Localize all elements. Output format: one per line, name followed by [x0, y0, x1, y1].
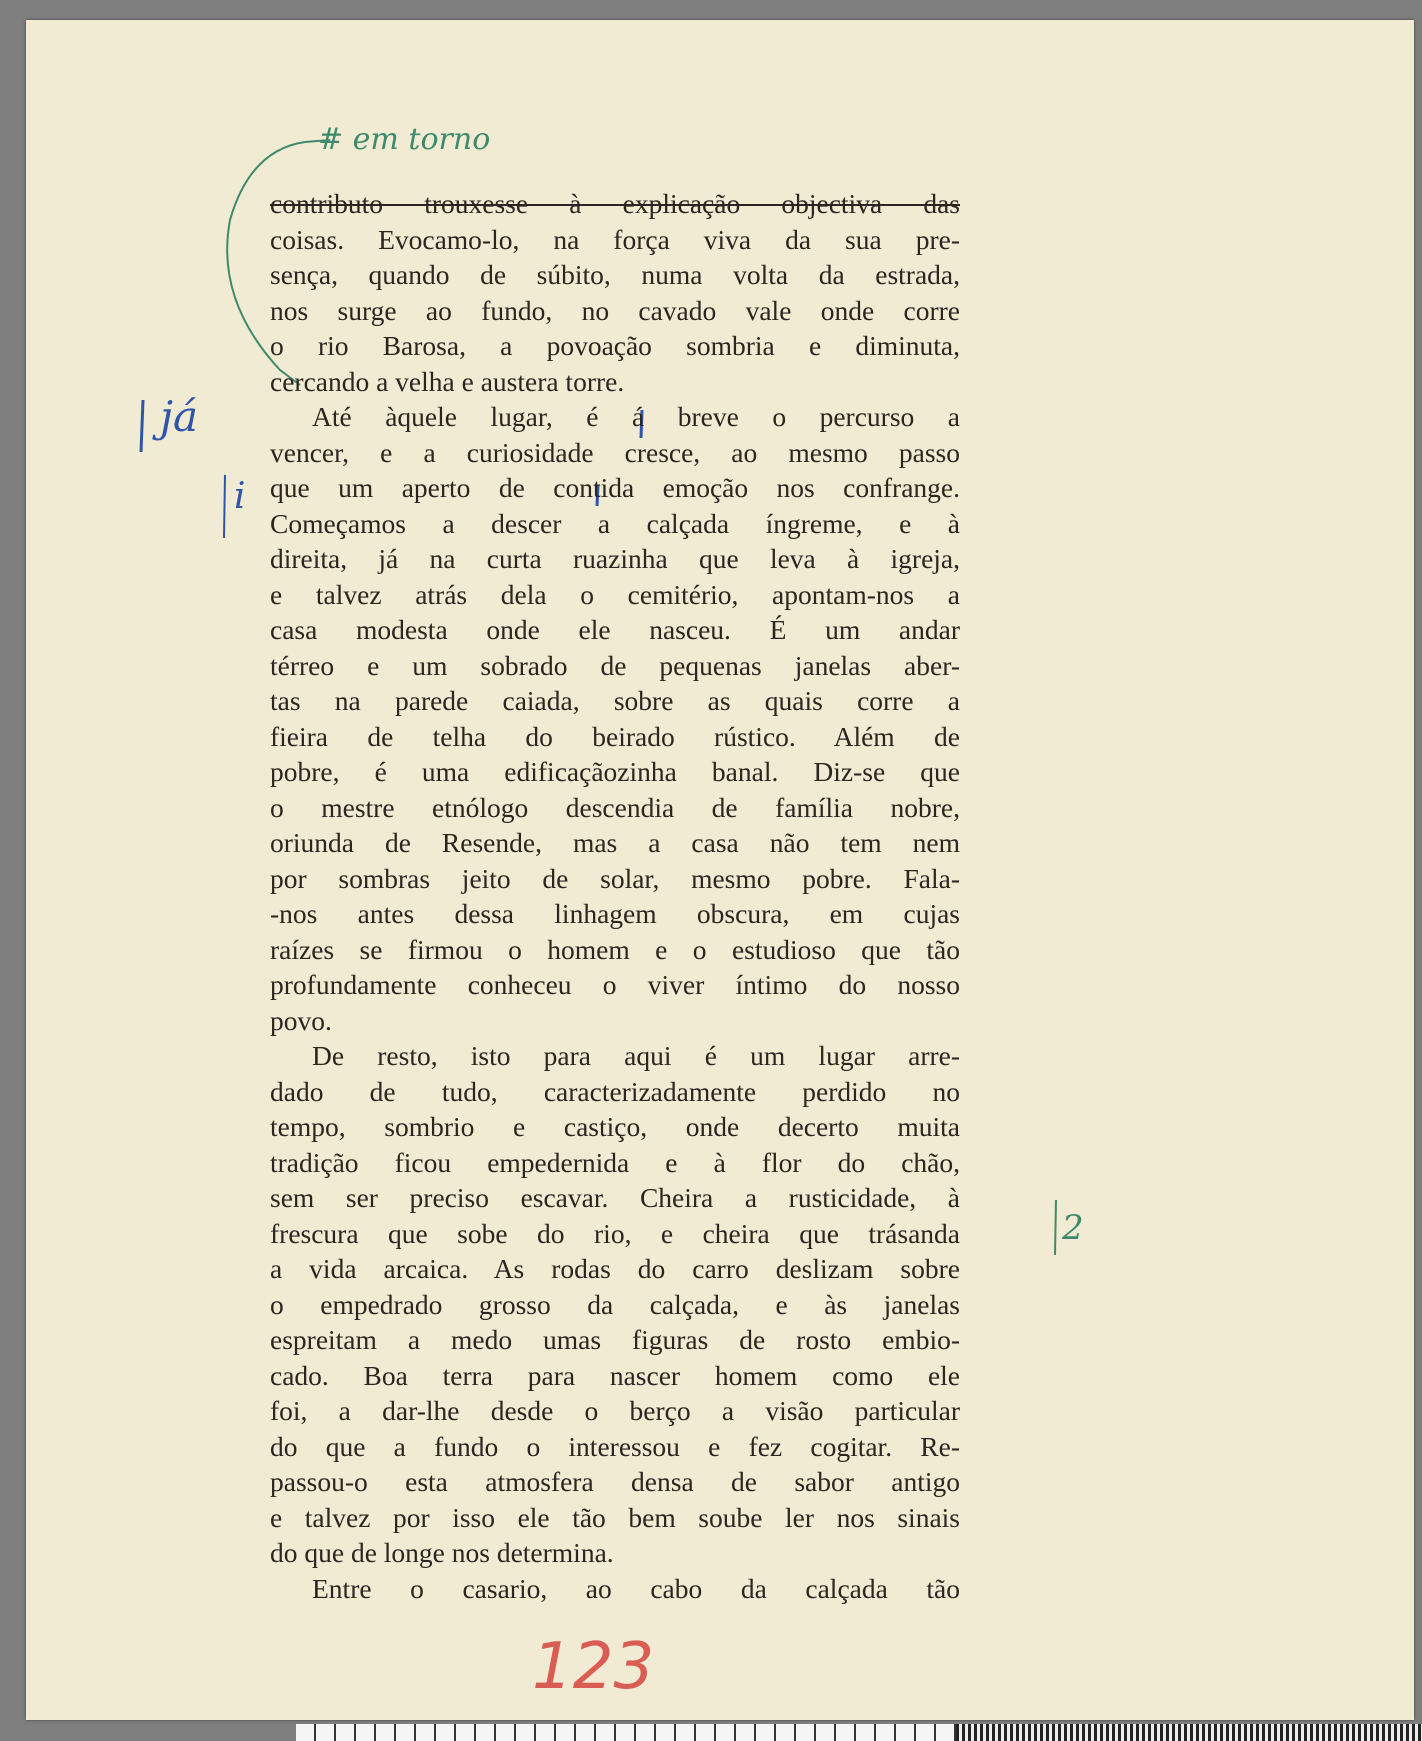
text-line-13: casa modesta onde ele nasceu. É um andar [270, 614, 960, 645]
scale-ruler-light [296, 1724, 956, 1741]
text-line-24: povo. [270, 1004, 332, 1036]
text-line-2: coisas. Evocamo-lo, na força viva da sua pre- [270, 223, 960, 255]
text-line-28: tradição ficou empedernida e à flor do chão, [270, 1146, 960, 1178]
text-line-5: o rio Barosa, a povoação sombria e diminuta, [270, 330, 960, 361]
text-line-12: e talvez atrás dela o cemitério, apontam-nos a [270, 578, 960, 610]
text-line-14: térreo e um sobrado de pequenas janelas aber- [270, 649, 960, 681]
text-line-3: sença, quando de súbito, numa volta da estrada, [270, 259, 960, 290]
typeset-text [270, 186, 960, 1606]
text-line-9: que um aperto de contida emoção nos confrange. [270, 472, 960, 503]
text-line-21: -nos antes dessa linhagem obscura, em cujas [270, 898, 960, 929]
text-line-25: De resto, isto para aqui é um lugar arre- [312, 1040, 960, 1071]
blue-margin-bar-2 [224, 475, 225, 538]
text-line-33: espreitam a medo umas figuras de rosto embio- [270, 1324, 960, 1355]
text-line-17: pobre, é uma edificaçãozinha banal. Diz-se que [270, 756, 960, 787]
margin-note-ja: já [160, 392, 199, 441]
page-number: 123 [532, 1630, 655, 1704]
text-line-32: o empedrado grosso da calçada, e às janelas [270, 1288, 960, 1320]
text-line-31: a vida arcaica. As rodas do carro deslizam sobre [270, 1253, 960, 1284]
text-line-6: cercando a velha e austera torre. [270, 365, 625, 397]
text-line-27: tempo, sombrio e castiço, onde decerto muita [270, 1111, 960, 1142]
text-line-35: foi, a dar-lhe desde o berço a visão particular [270, 1395, 960, 1426]
text-line-4: nos surge ao fundo, no cavado vale onde corre [270, 294, 960, 326]
text-line-30: frescura que sobe do rio, e cheira que trásanda [270, 1217, 960, 1249]
text-line-20: por sombras jeito de solar, mesmo pobre. Fala- [270, 862, 960, 894]
text-line-11: direita, já na curta ruazinha que leva à igreja, [270, 543, 960, 574]
text-line-18: o mestre etnólogo descendia de família nobre, [270, 791, 960, 823]
margin-note-i: i [234, 476, 246, 517]
text-line-34: cado. Boa terra para nascer homem como ele [270, 1359, 960, 1391]
text-line-8: vencer, e a curiosidade cresce, ao mesmo passo [270, 436, 960, 468]
text-line-19: oriunda de Resende, mas a casa não tem nem [270, 827, 960, 858]
text-line-7: Até àquele lugar, é á breve o percurso a [312, 401, 960, 432]
text-line-15: tas na parede caiada, sobre as quais corre a [270, 685, 960, 716]
text-line-40: Entre o casario, ao cabo da calçada tão [312, 1572, 960, 1604]
text-line-16: fieira de telha do beirado rústico. Além de [270, 720, 960, 752]
green-margin-bar [1055, 1200, 1056, 1255]
blue-margin-bar-1 [141, 400, 143, 452]
margin-note-2: 2 [1062, 1208, 1084, 1248]
insert-em-torno: # em torno [318, 122, 491, 157]
text-line-26: dado de tudo, caracterizadamente perdido no [270, 1075, 960, 1107]
text-line-38: e talvez por isso ele tão bem soube ler nos sinais [270, 1501, 960, 1533]
text-line-36: do que a fundo o interessou e fez cogitar. Re- [270, 1430, 960, 1462]
text-line-37: passou-o esta atmosfera densa de sabor antigo [270, 1466, 960, 1497]
text-line-23: profundamente conheceu o viver íntimo do nosso [270, 969, 960, 1000]
text-line-10: Começamos a descer a calçada íngreme, e à [270, 507, 960, 539]
text-line-1: contributo trouxesse à explicação objectiva das [270, 188, 960, 219]
text-line-39: do que de longe nos determina. [270, 1537, 614, 1568]
text-line-29: sem ser preciso escavar. Cheira a rusticidade, à [270, 1182, 960, 1213]
text-line-22: raízes se firmou o homem e o estudioso que tão [270, 933, 960, 965]
